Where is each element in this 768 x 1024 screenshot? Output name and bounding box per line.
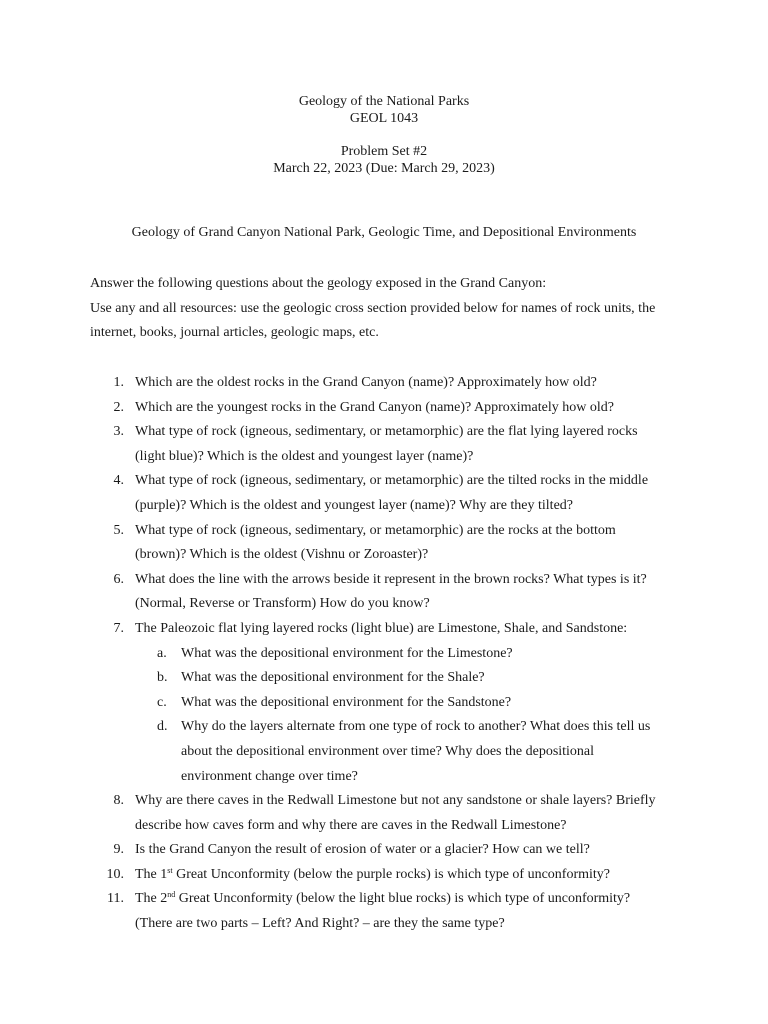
subquestion-item (0, 642, 666, 667)
question-text-part: Great Unconformity (below the light blue rocks) is which type of unconformity? (There are two parts – Left? And Right? – are they the same type? (135, 891, 631, 932)
subquestion-item (0, 666, 666, 691)
question-text-part: Great Unconformity (below the purple rocks) is which type of unconformity? (172, 866, 610, 882)
assignment-title: Problem Set #2 (340, 144, 428, 159)
question-item (0, 420, 670, 469)
question-item (0, 617, 670, 642)
question-list (0, 371, 768, 937)
question-text: Which are the oldest rocks in the Grand Canyon (name)? Approximately how old? (135, 375, 597, 390)
assignment-dates: March 22, 2023 (Due: March 29, 2023) (273, 161, 495, 176)
subquestion-text: What was the depositional environment for the Sandstone? (181, 694, 512, 710)
question-item (0, 863, 670, 888)
instructions (90, 272, 680, 346)
question-text: What does the line with the arrows beside it represent in the brown rocks? What types is it? (Normal, Reverse or Transform) How do you know? (135, 571, 647, 612)
question-text: What type of rock (igneous, sedimentary, or metamorphic) are the tilted rocks in the middle (purple)? Which is the oldest and youngest layer (name)? Why are they tilted? (135, 473, 649, 513)
question-number: 8. (113, 793, 124, 809)
question-number: 5. (113, 522, 124, 538)
question-number: 10. (106, 866, 124, 882)
question-text-part: The 1 (135, 866, 168, 882)
question-number: 2. (113, 399, 124, 415)
document-subtitle: Geology of Grand Canyon National Park, Geologic Time, and Depositional Environments (131, 225, 637, 240)
question-text: What type of rock (igneous, sedimentary, or metamorphic) are the flat lying layered rocks (light blue)? Which is the oldest and youngest layer (name)? (135, 424, 638, 464)
question-item (0, 838, 670, 863)
question-number: 11. (107, 891, 124, 907)
question-item (0, 887, 670, 936)
document-header (0, 93, 768, 177)
subquestion-item (0, 715, 666, 789)
question-text: The Paleozoic flat lying layered rocks (light blue) are Limestone, Shale, and Sandstone: (135, 620, 628, 636)
question-number: 4. (113, 473, 124, 489)
instructions-line-2: Use any and all resources: use the geologic cross section provided below for names of rock units, the internet, books, journal articles, geologic maps, etc. (90, 300, 656, 341)
question-number: 9. (113, 842, 124, 858)
instructions-line-1: Answer the following questions about the geology exposed in the Grand Canyon: (90, 276, 547, 291)
subquestion-letter: d. (157, 719, 168, 735)
question-text: Is the Grand Canyon the result of erosion of water or a glacier? How can we tell? (135, 842, 590, 858)
subquestion-letter: b. (157, 670, 168, 686)
course-title: Geology of the National Parks (298, 94, 470, 109)
course-code: GEOL 1043 (349, 111, 419, 126)
question-number: 6. (113, 571, 124, 587)
ordinal-suffix: st (167, 865, 173, 875)
question-number: 1. (113, 375, 124, 390)
question-item (0, 568, 670, 617)
question-number: 7. (113, 620, 124, 636)
question-number: 3. (113, 424, 124, 440)
subquestion-item (0, 691, 666, 716)
subquestion-text: Why do the layers alternate from one type of rock to another? What does this tell us about the depositional environment over time? Why does the depositional environment change over time? (181, 719, 651, 784)
subquestion-letter: a. (157, 645, 167, 661)
question-text: What type of rock (igneous, sedimentary, or metamorphic) are the rocks at the bottom (brown)? Which is the oldest (Vishnu or Zoroaster)? (135, 522, 616, 563)
subquestion-letter: c. (157, 694, 167, 710)
question-text: Why are there caves in the Redwall Limestone but not any sandstone or shale layers? Briefly describe how caves form and why there are caves in the Redwall Limestone? (135, 793, 656, 833)
subquestion-text: What was the depositional environment for the Limestone? (181, 645, 513, 661)
question-text (135, 867, 610, 882)
question-item (0, 469, 670, 518)
question-item (0, 371, 670, 396)
ordinal-suffix: nd (167, 890, 176, 900)
question-item (0, 789, 670, 838)
question-item (0, 519, 670, 568)
question-item (0, 396, 670, 421)
question-text-part: The 2 (135, 891, 168, 907)
question-text (135, 891, 630, 931)
question-text: Which are the youngest rocks in the Grand Canyon (name)? Approximately how old? (135, 399, 614, 415)
subquestion-text: What was the depositional environment for the Shale? (181, 670, 485, 686)
